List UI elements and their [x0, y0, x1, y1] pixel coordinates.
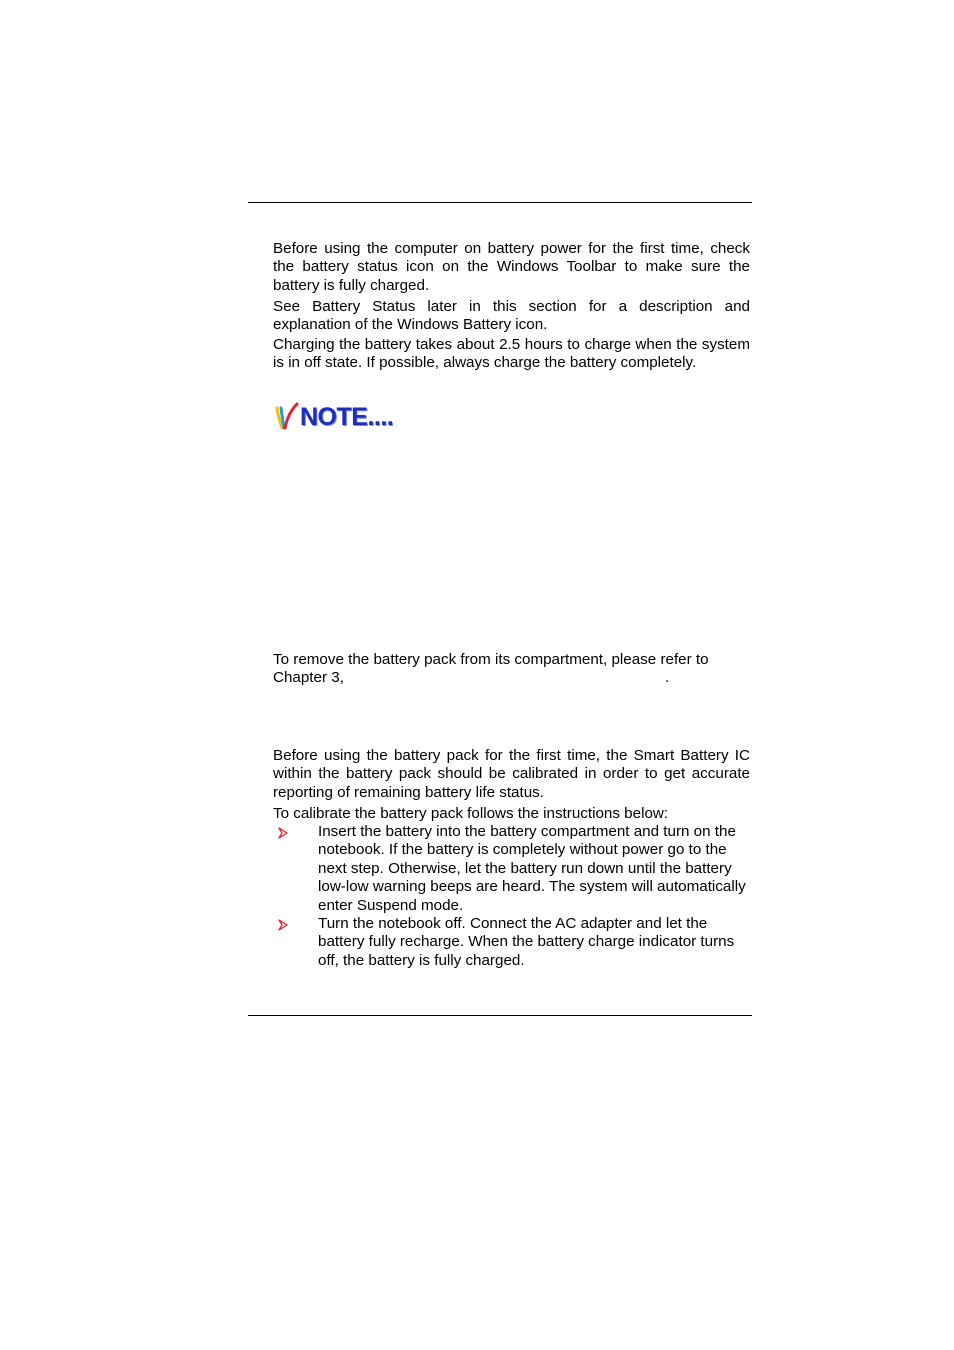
note-label: NOTE.... — [300, 403, 394, 431]
paragraph-remove-battery-chapter: Chapter 3, — [273, 669, 344, 686]
header-rule — [248, 202, 752, 203]
paragraph-battery-status: See Battery Status later in this section for a description and explanation of the Windows Battery icon. — [273, 298, 750, 334]
note-pen-icon — [273, 400, 303, 434]
arrow-bullet-icon — [276, 918, 290, 932]
arrow-bullet-icon — [276, 826, 290, 840]
paragraph-remove-battery-period: . — [665, 669, 670, 686]
note-logo — [273, 400, 413, 434]
paragraph-remove-battery-line1: To remove the battery pack from its compartment, please refer to — [273, 651, 709, 668]
list-item: Insert the battery into the battery compartment and turn on the notebook. If the battery is completely without power go to the next step. Otherwise, let the battery run down until the battery low-low warning beeps are heard. The system will automatically enter Suspend mode. — [318, 823, 746, 914]
list-item: Turn the notebook off. Connect the AC adapter and let the battery fully recharge. When the battery charge indicator turns off, the battery is fully charged. — [318, 915, 735, 969]
footer-rule — [248, 1015, 752, 1016]
paragraph-check-battery: Before using the computer on battery power for the first time, check the battery status icon on the Windows Toolbar to make sure the battery is fully charged. — [273, 240, 750, 294]
paragraph-calibration-intro: Before using the battery pack for the first time, the Smart Battery IC within the battery pack should be calibrated in order to get accurate reporting of remaining battery life status. — [273, 747, 750, 801]
paragraph-calibration-instructions: To calibrate the battery pack follows the instructions below: — [273, 805, 669, 822]
paragraph-charging-time: Charging the battery takes about 2.5 hours to charge when the system is in off state. If possible, always charge the battery completely. — [273, 336, 750, 372]
